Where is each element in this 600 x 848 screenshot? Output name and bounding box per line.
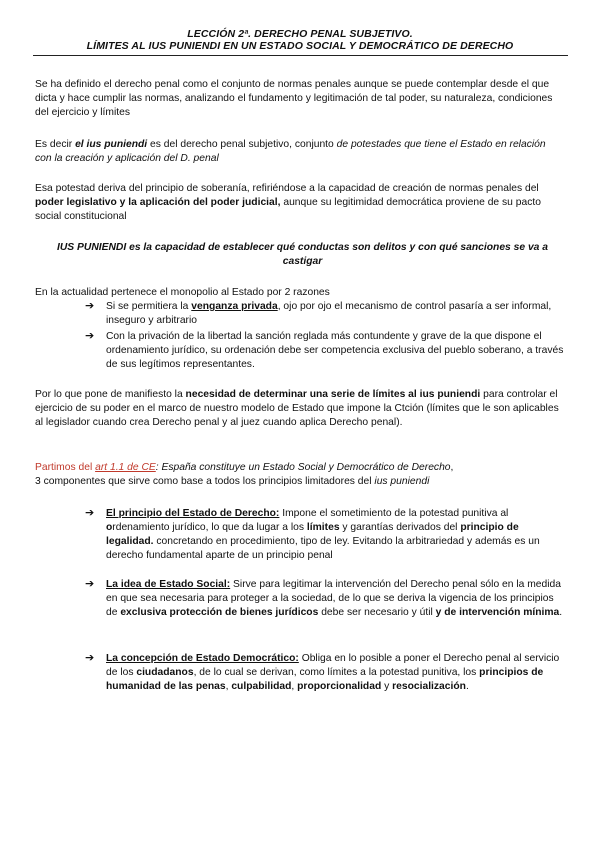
text-span: Es decir [35, 139, 76, 150]
bold-term: culpabilidad [231, 681, 292, 692]
venganza-privada-term: venganza privada [191, 301, 278, 312]
bold-term: proporcionalidad [297, 681, 382, 692]
arrow-right-icon: ➔ [85, 330, 95, 342]
text-span: Si se permitiera la [106, 301, 192, 312]
text-span: Esa potestad deriva del principio de soberanía, refiriéndose a la capacidad de creación de normas penales del [35, 183, 539, 194]
ius-puniendi-definition-block [55, 241, 550, 269]
monopoly-paragraph: En la actualidad pertenece el monopolio al Estado por 2 razones [35, 287, 330, 298]
powers-term: poder legislativo y la aplicación del poder judicial, [35, 197, 281, 208]
text-span: para controlar el ejercicio de su poder en el marco de nuestro modelo de Estado que impone la Ctción (límites que le son aplicables al legislador cuando crea Derecho penal y al juez cuando aplica Derecho penal). [35, 389, 559, 428]
intro-paragraph: Se ha definido el derecho penal como el conjunto de normas penales aunque se puede contemplar desde el que dicta y hace cumplir las normas, analizando el fundamento y legitimación de tal poder, su naturaleza, condiciones del ejercicio y límites [35, 79, 553, 118]
text-span: rdenamiento jurídico, lo que da lugar a los [112, 522, 307, 533]
text-span: . [465, 681, 469, 692]
constitution-quote: : España constituye un Estado Social y Democrático de Derecho [155, 462, 451, 473]
text-span: . [559, 607, 563, 618]
bold-term: ciudadanos [136, 667, 194, 678]
limits-term: necesidad de determinar una serie de límites al ius puniendi [185, 389, 481, 400]
title-divider [33, 55, 568, 56]
arrow-right-icon: ➔ [85, 507, 95, 519]
reason-item: Con la privación de la libertad la sanción reglada más contundente y grave de la que dispone el ordenamiento jurídico, su ordenación debe ser competencia exclusiva del pueblo soberano, a través de sus legítimos representantes. [106, 331, 564, 370]
text-span: es del derecho penal subjetivo, conjunto [147, 139, 337, 150]
text-span: y garantías derivados del [339, 522, 461, 533]
constitution-paragraph [35, 461, 565, 489]
component-title: La concepción de Estado Democrático: [106, 653, 299, 664]
component-title: El principio del Estado de Derecho: [106, 508, 280, 519]
arrow-right-icon: ➔ [85, 578, 95, 590]
text-span: , [225, 681, 232, 692]
ius-puniendi-paragraph [35, 138, 565, 166]
lesson-subtitle: LÍMITES AL IUS PUNIENDI EN UN ESTADO SOCIAL Y DEMOCRÁTICO DE DERECHO [86, 40, 514, 52]
bold-term: límites [306, 522, 340, 533]
text-span: , ojo por ojo el mecanismo de control pasaría a ser informal, inseguro y arbitrario [106, 301, 552, 326]
ius-puniendi-term: el ius puniendi [75, 139, 148, 150]
component-title: La idea de Estado Social: [106, 579, 231, 590]
text-span: Impone el sometimiento de la potestad punitiva al [279, 508, 509, 519]
limits-paragraph [35, 388, 565, 430]
bold-term: principios de humanidad de las penas [106, 667, 544, 692]
definition-text: es la capacidad de establecer qué conductas son delitos y con qué sanciones se va a castigar [126, 242, 548, 267]
reason-item [106, 300, 566, 328]
component-item [106, 578, 566, 620]
text-span: , [291, 681, 298, 692]
lesson-title: LECCIÓN 2ª. DERECHO PENAL SUBJETIVO. [187, 28, 413, 40]
text-span: y [381, 681, 393, 692]
text-span: 3 componentes que sirve como base a todos los principios limitadores del [35, 476, 375, 487]
bold-term: principio de legalidad. [106, 522, 519, 547]
bold-term: o [106, 522, 113, 533]
component-item [106, 652, 566, 694]
text-span: , [450, 462, 454, 473]
text-span: , de lo cual se derivan, como límites a la potestad punitiva, los [193, 667, 480, 678]
text-span: concretando en procedimiento, tipo de ley. Evitando la arbitrariedad y además es un derecho fundamental aparte de un principio penal [106, 536, 540, 561]
bold-term: exclusiva protección de bienes jurídicos [120, 607, 319, 618]
ius-puniendi-definition: de potestades que tiene el Estado en relación con la creación y aplicación del D. penal [35, 139, 546, 164]
text-span: Sirve para legitimar la intervención del Derecho penal sólo en la medida en que sea necesaria para proteger a la sociedad, de lo que se deriva la vigencia de los principios de [106, 579, 561, 618]
bold-term: y de intervención mínima [435, 607, 560, 618]
text-span: Partimos del [35, 462, 96, 473]
ius-puniendi-term: ius puniendi [374, 476, 430, 487]
text-span: aunque su legitimidad democrática proviene de su pacto social constitucional [35, 197, 541, 222]
text-span: debe ser necesario y útil [318, 607, 436, 618]
sovereignty-paragraph [35, 182, 565, 224]
article-link[interactable]: art 1.1 de CE [95, 462, 156, 473]
arrow-right-icon: ➔ [85, 652, 95, 664]
definition-term: IUS PUNIENDI [57, 242, 127, 253]
component-item [106, 507, 566, 563]
text-span: Por lo que pone de manifiesto la [35, 389, 186, 400]
bold-term: resocialización [392, 681, 466, 692]
arrow-right-icon: ➔ [85, 300, 95, 312]
text-span: Obliga en lo posible a poner el Derecho penal al servicio de los [106, 653, 560, 678]
